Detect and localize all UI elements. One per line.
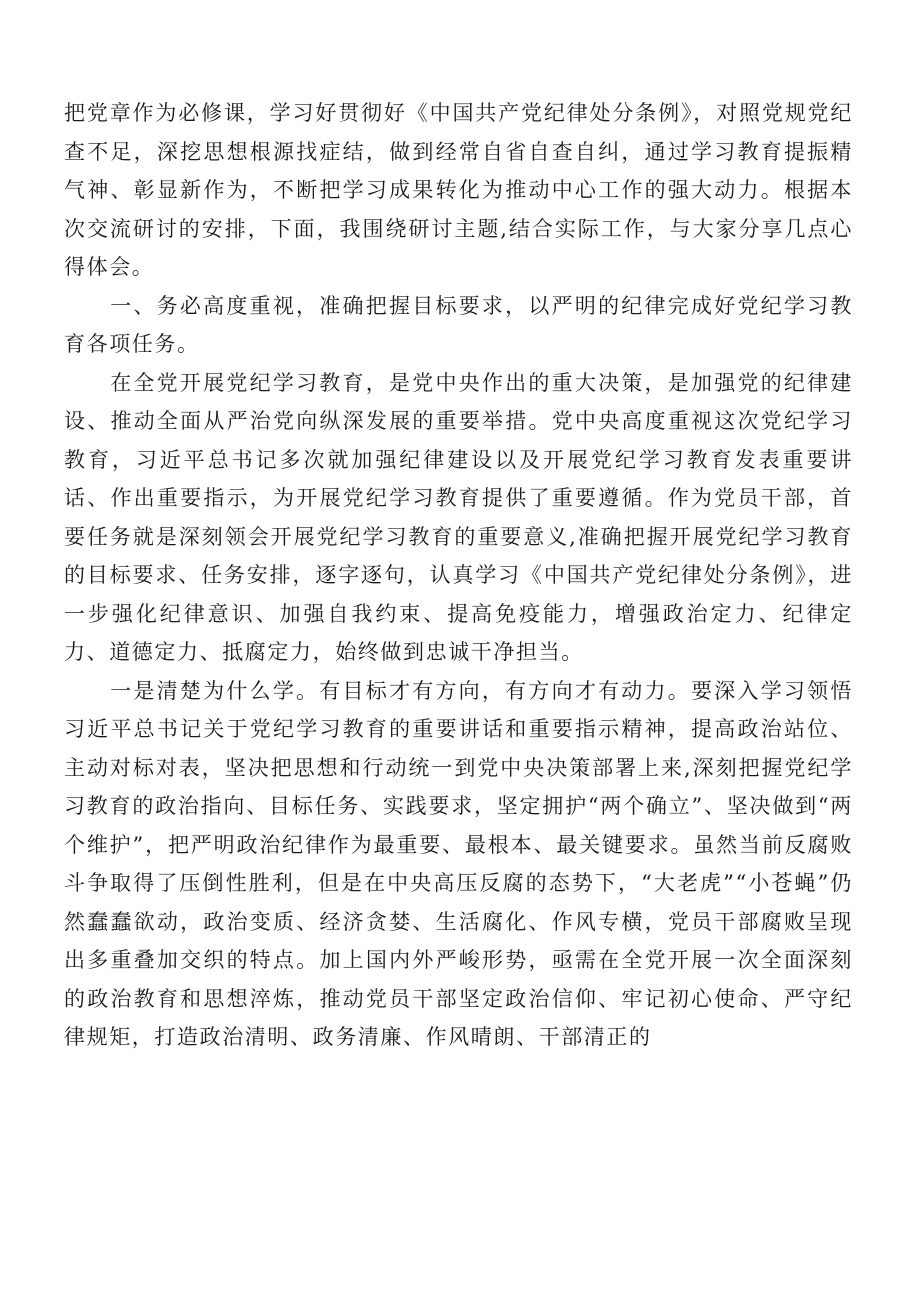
paragraph-why-study: 一是清楚为什么学。有目标才有方向，有方向才有动力。要深入学习领悟习近平总书记关于党纪学习教育的重要讲话和重要指示精神，提高政治站位、主动对标对表，坚决把思想和行动统一到党中央决策部署上来,深刻把握党纪学习教育的政治指向、目标任务、实践要求，坚定拥护“两个确立”、坚决做到“两个维护”，把严明政治纪律作为最重要、最根本、最关键要求。虽然当前反腐败斗争取得了压倒性胜利，但是在中央高压反腐的态势下，“大老虎”“小苍蝇”仍然蠢蠢欲动，政治变质、经济贪婪、生活腐化、作风专横，党员干部腐败呈现出多重叠加交织的特点。加上国内外严峻形势，亟需在全党开展一次全面深刻的政治教育和思想淬炼，推动党员干部坚定政治信仰、牢记初心使命、严守纪律规矩，打造政治清明、政务清廉、作风晴朗、干部清正的 xyxy=(64,678,853,1049)
document-body xyxy=(64,94,853,1057)
section-heading-one: 一、务必高度重视，准确把握目标要求，以严明的纪律完成好党纪学习教育各项任务。 xyxy=(64,293,853,356)
paragraph-opening: 把党章作为必修课，学习好贯彻好《中国共产党纪律处分条例》，对照党规党纪查不足，深挖思想根源找症结，做到经常自省自查自纠，通过学习教育提振精气神、彰显新作为，不断把学习成果转化为推动中心工作的强大动力。根据本次交流研讨的安排，下面，我围绕研讨主题,结合实际工作，与大家分享几点心得体会。 xyxy=(64,101,853,279)
paragraph-background: 在全党开展党纪学习教育，是党中央作出的重大决策，是加强党的纪律建设、推动全面从严治党向纵深发展的重要举措。党中央高度重视这次党纪学习教育，习近平总书记多次就加强纪律建设以及开展党纪学习教育发表重要讲话、作出重要指示，为开展党纪学习教育提供了重要遵循。作为党员干部，首要任务就是深刻领会开展党纪学习教育的重要意义,准确把握开展党纪学习教育的目标要求、任务安排，逐字逐句，认真学习《中国共产党纪律处分条例》，进一步强化纪律意识、加强自我约束、提高免疫能力，增强政治定力、纪律定力、道德定力、抵腐定力，始终做到忠诚干净担当。 xyxy=(64,370,853,664)
